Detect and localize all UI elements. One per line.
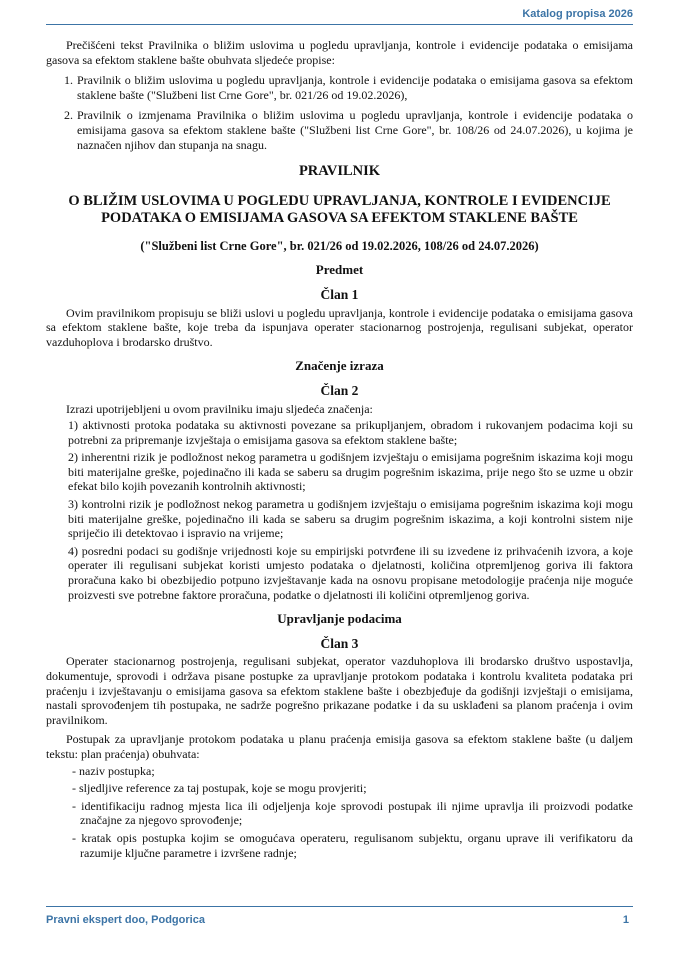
section-heading: Značenje izraza xyxy=(295,358,384,374)
definition-item xyxy=(68,497,633,541)
publisher-footer: Pravni ekspert doo, Podgorica xyxy=(46,914,205,926)
article-number: Član 1 xyxy=(320,286,359,302)
article-number: Član 3 xyxy=(320,635,359,651)
gazette-reference: ("Službeni list Crne Gore", br. 021/26 od 19.02.2026, 108/26 od 24.07.2026) xyxy=(140,238,539,253)
footer-divider xyxy=(46,906,633,907)
intro-item-number: 1. xyxy=(64,73,73,88)
article-text: Postupak za upravljanje protokom podataka u planu praćenja emisija gasova sa efektom staklene bašte (u daljem tekstu: plan praćenja) obuhvata: xyxy=(46,732,633,761)
definition-text: 4) posredni podaci su godišnje vrijednosti koje su empirijski potvrđene ili su izvedene iz prihvaćenih izvora, a koje operater ili regulisani subjekat koristi umjesto podataka o djelatnosti, količina otpremljenog goriva ili faktora proračuna kako bi obezbijedio potpuno izvještavanje kada na osnovu propisane metodologije praćenja nije moguće proizvesti sve potrebne faktore proračuna, podatke o djelatnosti ili količini otpremljenog goriva. xyxy=(68,543,633,602)
article-text: Izrazi upotrijebljeni u ovom pravilniku imaju sljedeća značenja: xyxy=(66,401,373,416)
article-text: Ovim pravilnikom propisuju se bliži uslovi u pogledu upravljanja, kontrole i evidencije podataka o emisijama gasova sa efektom staklene bašte, koje treba da ispunjava operater stacionarnog postrojenja, regulisani subjekat, operator vazduhoplova i brodarsko društvo. xyxy=(46,305,633,349)
procedure-bullet: - naziv postupka; xyxy=(72,763,155,778)
page-number: 1 xyxy=(622,914,629,926)
intro-item-text: Pravilnik o bližim uslovima u pogledu upravljanja, kontrole i evidencije podataka o emisijama gasova sa efektom staklene bašte ("Službeni list Crne Gore", br. 021/26 od 19.02.2026), xyxy=(77,73,633,102)
document-body xyxy=(46,38,633,863)
procedure-bullet: - kratak opis postupka kojim se omogućava operateru, regulisanom subjektu, organu uprave ili verifikatoru da razumije ključne parametre i izvršene radnje; xyxy=(72,830,633,860)
procedure-bullet: - sljedljive reference za taj postupak, koje se mogu provjeriti; xyxy=(72,781,367,796)
header-divider xyxy=(46,24,633,25)
document-title: PRAVILNIK xyxy=(298,163,381,180)
article-text: Operater stacionarnog postrojenja, regulisani subjekat, operator vazduhoplova ili brodarsko društvo uspostavlja, dokumentuje, sprovodi i održava pisane postupke za upravljanje protokom podataka i kontrolu kvaliteta podataka pri praćenju i izvještavanju o emisijama gasova sa efektom staklene bašte i obezbjeđuje da godišnji izvještaji o emisijama, nastali sprovođenjem tih postupaka, ne sadrže pogrešno prikazane podatke i da su usklađeni sa planom praćenja i ovim pravilnikom. xyxy=(46,654,633,727)
definition-text: 3) kontrolni rizik je podložnost nekog parametra u godišnjem izvještaju o emisijama pogrešnim iskazima koji mogu biti materijalne greške, pojedinačno ili kada se saberu sa drugim pogrešnim iskazima, a koji kontrolni sistem nije spriječio ili detektovao i ispravio na vrijeme; xyxy=(68,497,633,541)
definition-text: 1) aktivnosti protoka podataka su aktivnosti povezane sa prikupljanjem, obradom i rukovanjem podacima koji su potrebni za pripremanje izvještaja o emisijama gasova sa efektom staklene bašte; xyxy=(68,418,633,447)
section-heading: Upravljanje podacima xyxy=(277,611,402,627)
intro-item xyxy=(64,73,633,102)
document-subtitle: O BLIŽIM USLOVIMA U POGLEDU UPRAVLJANJA, KONTROLE I EVIDENCIJE PODATAKA O EMISIJAMA GASOVA SA EFEKTOM STAKLENE BAŠTE xyxy=(68,192,611,226)
definition-item xyxy=(68,544,633,602)
article-number: Član 2 xyxy=(320,382,359,398)
intro-item-text: Pravilnik o izmjenama Pravilnika o bližim uslovima u pogledu upravljanja, kontrole i evidencije podataka o emisijama gasova sa efektom staklene bašte ("Službeni list Crne Gore", br. 108/26 od 24.07.2026), u kojima je naznačen njihov dan stupanja na snagu. xyxy=(77,108,633,152)
intro-item-number: 2. xyxy=(64,108,73,123)
intro-item xyxy=(64,108,633,152)
section-heading: Predmet xyxy=(315,262,364,278)
definition-item xyxy=(68,450,633,494)
definition-text: 2) inherentni rizik je podložnost nekog parametra u godišnjem izvještaju o emisijama pogrešnim iskazima koji mogu biti materijalne greške, pojedinačno ili kada se saberu sa drugim pogrešnim iskazima, prije nego što se uzme u obzir efekat bilo kojih povezanih kontrolnih aktivnosti; xyxy=(68,450,633,494)
catalog-header: Katalog propisa 2026 xyxy=(522,8,633,20)
definition-item xyxy=(68,418,633,447)
intro-text: Prečišćeni tekst Pravilnika o bližim uslovima u pogledu upravljanja, kontrole i evidencije podataka o emisijama gasova sa efektom staklene bašte obuhvata sljedeće propise: xyxy=(46,38,633,67)
procedure-bullet: - identifikaciju radnog mjesta lica ili odjeljenja koje sprovodi postupak ili njime upravlja ili proizvodi podatke značajne za njegovo sprovođenje; xyxy=(72,798,633,828)
